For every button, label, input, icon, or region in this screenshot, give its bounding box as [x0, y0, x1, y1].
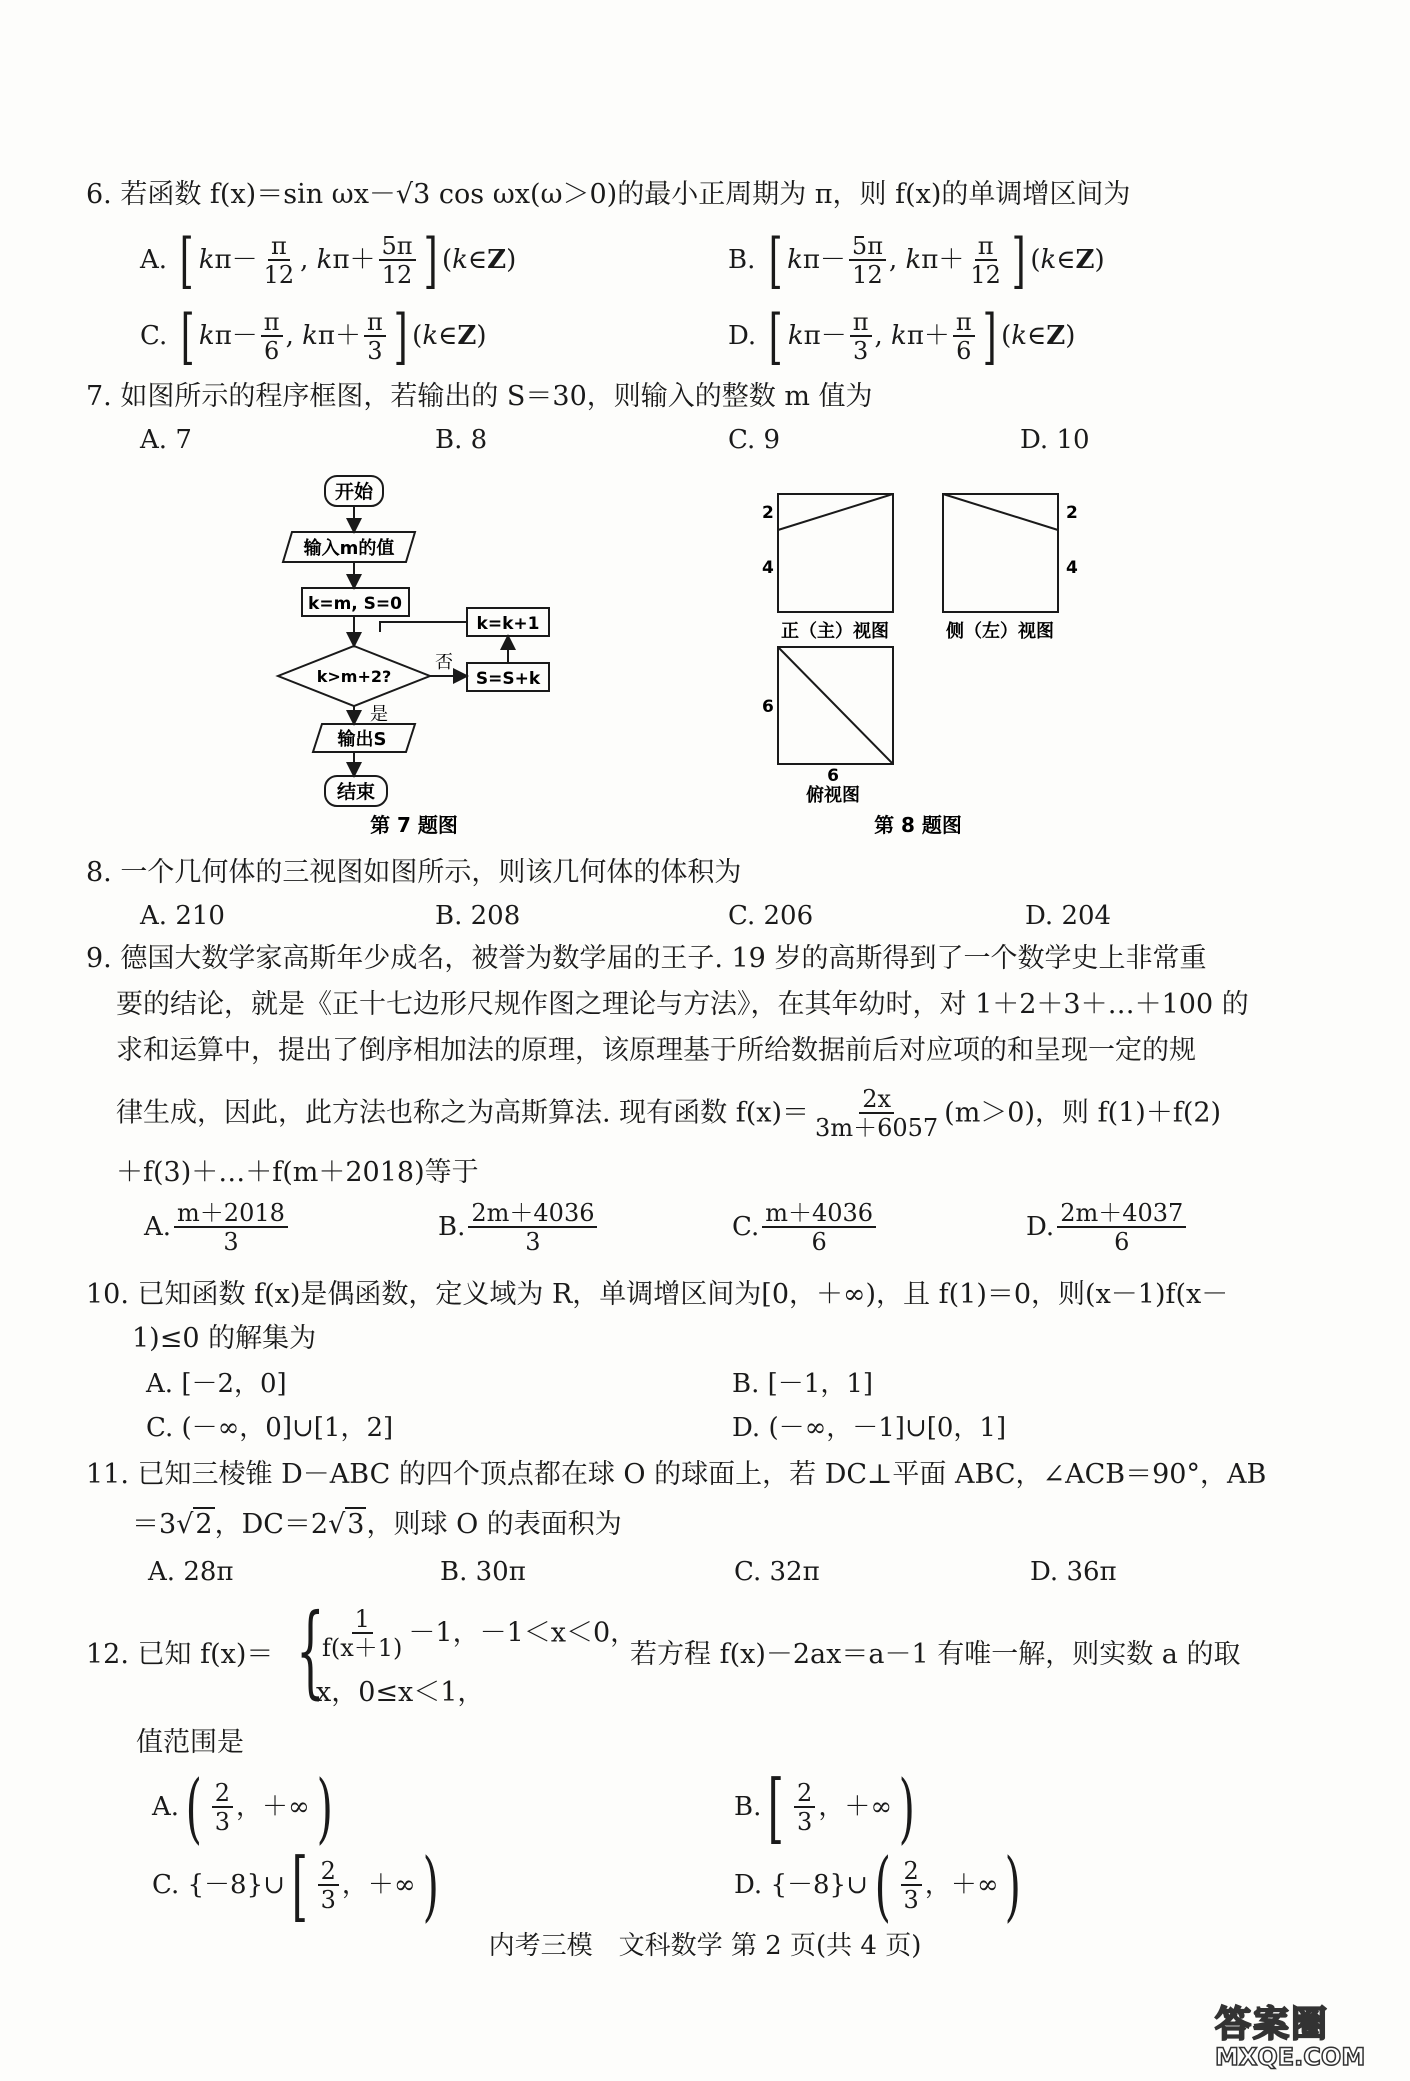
q10-option-c: C. (－∞，0]∪[1，2]	[146, 1413, 394, 1443]
page-footer: 内考三模 文科数学 第 2 页(共 4 页)	[488, 1931, 922, 1961]
top-dim-6-left: 6	[762, 697, 774, 717]
q8-option-a: A. 210	[140, 901, 225, 931]
q12-option-a: A.( $\frac{2}{3}$ ，＋∞)	[152, 1763, 333, 1852]
front-view-label: 正（主）视图	[781, 621, 889, 642]
side-dim-2: 2	[1066, 503, 1078, 523]
three-views-figure	[750, 480, 1090, 840]
q8-option-b: B. 208	[435, 901, 521, 931]
q12-brace: {	[296, 1592, 325, 1709]
top-view-label: 俯视图	[806, 785, 860, 806]
q11-option-b: B. 30π	[440, 1557, 526, 1587]
q7-option-c: C. 9	[728, 425, 781, 455]
q7-stem: 7. 如图所示的程序框图，若输出的 S＝30，则输入的整数 m 值为	[86, 381, 873, 412]
q9-option-c: C. $\frac{m+4036}{6}$	[732, 1200, 879, 1256]
q9-option-b: B. $\frac{2m+4036}{3}$	[438, 1200, 600, 1256]
q9-line-1: 9. 德国大数学家高斯年少成名，被誉为数学届的王子. 19 岁的高斯得到了一个数学史上非常重	[86, 943, 1207, 974]
q6-option-c: C. [ kπ－ $\frac{\pi}{6}$ , kπ＋ $\frac{\pi}{3}$ ] (k∈Z)	[140, 302, 487, 372]
q10-line-1: 10. 已知函数 f(x)是偶函数，定义域为 R，单调增区间为[0，＋∞)，且 f(1)＝0，则(x－1)f(x－	[86, 1279, 1229, 1310]
q12-case-1: $\frac{1}{f(x+1)}$ －1，－1＜x＜0，	[322, 1605, 638, 1662]
figure7-caption: 第 7 题图	[370, 813, 458, 837]
q10-option-b: B. [－1，1]	[732, 1369, 874, 1399]
q7-option-d: D. 10	[1020, 425, 1090, 455]
watermark-logo	[1215, 2006, 1400, 2072]
q11-option-a: A. 28π	[148, 1557, 234, 1587]
q8-stem: 8. 一个几何体的三视图如图所示，则该几何体的体积为	[86, 857, 742, 888]
q10-line-2: 1)≤0 的解集为	[132, 1323, 317, 1354]
q9-line-2: 要的结论，就是《正十七边形尺规作图之理论与方法》，在其年幼时，对 1＋2＋3＋…＋100 的	[116, 989, 1249, 1020]
q11-line-2: ＝3√2，DC＝2√3，则球 O 的表面积为	[132, 1509, 622, 1540]
watermark-top-text: 答案圈	[1215, 2004, 1330, 2045]
q7-option-b: B. 8	[435, 425, 488, 455]
q8-option-d: D. 204	[1025, 901, 1112, 931]
front-dim-4: 4	[762, 558, 774, 578]
flow-yes-label: 是	[370, 704, 388, 725]
flow-init: k=m, S=0	[308, 594, 402, 614]
q12-case-2: x，0≤x＜1，	[316, 1677, 485, 1708]
q9-option-d: D. $\frac{2m+4037}{6}$	[1026, 1200, 1189, 1256]
q6-option-d: D. [ kπ－ $\frac{\pi}{3}$ , kπ＋ $\frac{\pi}{6}$ ] (k∈Z)	[728, 302, 1076, 372]
side-view-label: 侧（左）视图	[946, 621, 1054, 642]
q6-option-b: B. [ kπ－ $\frac{5\pi}{12}$ , kπ＋ $\frac{\pi}{12}$ ] (k∈Z)	[728, 226, 1105, 296]
q9-option-a: A. $\frac{m+2018}{3}$	[144, 1200, 291, 1256]
q12-tail: 若方程 f(x)－2ax＝a－1 有唯一解，则实数 a 的取	[630, 1639, 1241, 1670]
flow-output: 输出S	[337, 729, 387, 750]
q12-option-b: B.[ $\frac{2}{3}$ ，＋∞)	[734, 1763, 915, 1852]
flow-no-label: 否	[435, 652, 453, 673]
q12-option-c: C. {－8}∪[ $\frac{2}{3}$ ，＋∞)	[152, 1841, 439, 1930]
flow-end: 结束	[336, 781, 376, 803]
q8-option-c: C. 206	[728, 901, 814, 931]
flow-sum: S=S+k	[475, 669, 541, 689]
front-dim-2: 2	[762, 503, 774, 523]
side-dim-4: 4	[1066, 558, 1078, 578]
q12-line-2: 值范围是	[136, 1727, 244, 1758]
q10-option-d: D. (－∞，－1]∪[0，1]	[732, 1413, 1007, 1443]
q12-prefix: 12. 已知 f(x)＝	[86, 1639, 274, 1670]
q11-option-d: D. 36π	[1030, 1557, 1117, 1587]
q10-option-a: A. [－2，0]	[146, 1369, 287, 1399]
q9-line-3: 求和运算中，提出了倒序相加法的原理，该原理基于所给数据前后对应项的和呈现一定的规	[116, 1035, 1196, 1066]
q9-line-5: ＋f(3)＋…＋f(m＋2018)等于	[116, 1157, 479, 1188]
flowchart-figure	[270, 470, 590, 840]
q12-option-d: D. {－8}∪( $\frac{2}{3}$ ，＋∞)	[734, 1841, 1022, 1930]
flow-increment: k=k+1	[476, 614, 540, 634]
figure8-caption: 第 8 题图	[874, 813, 962, 837]
q11-option-c: C. 32π	[734, 1557, 820, 1587]
q6-stem: 6. 若函数 f(x)＝sin ωx－√3 cos ωx(ω＞0)的最小正周期为 π，则 f(x)的单调增区间为	[86, 179, 1131, 210]
q6-option-a: A. [ kπ－ $\frac{\pi}{12}$ , kπ＋ $\frac{5\pi}{12}$ ] (k∈Z)	[140, 226, 517, 296]
flow-start: 开始	[334, 481, 374, 503]
watermark-bottom-text: MXQE.COM	[1215, 2043, 1366, 2071]
flow-input: 输入m的值	[303, 538, 395, 559]
top-dim-6-bottom: 6	[827, 766, 839, 786]
q7-option-a: A. 7	[140, 425, 192, 455]
flow-condition: k>m+2?	[316, 667, 392, 686]
q11-line-1: 11. 已知三棱锥 D－ABC 的四个顶点都在球 O 的球面上，若 DC⊥平面 ABC，∠ACB＝90°，AB	[86, 1459, 1267, 1490]
q9-line-4: 律生成，因此，此方法也称之为高斯算法. 现有函数 f(x)＝ $\frac{2x}{3m+6057}$ (m＞0)，则 f(1)＋f(2)	[116, 1085, 1222, 1142]
